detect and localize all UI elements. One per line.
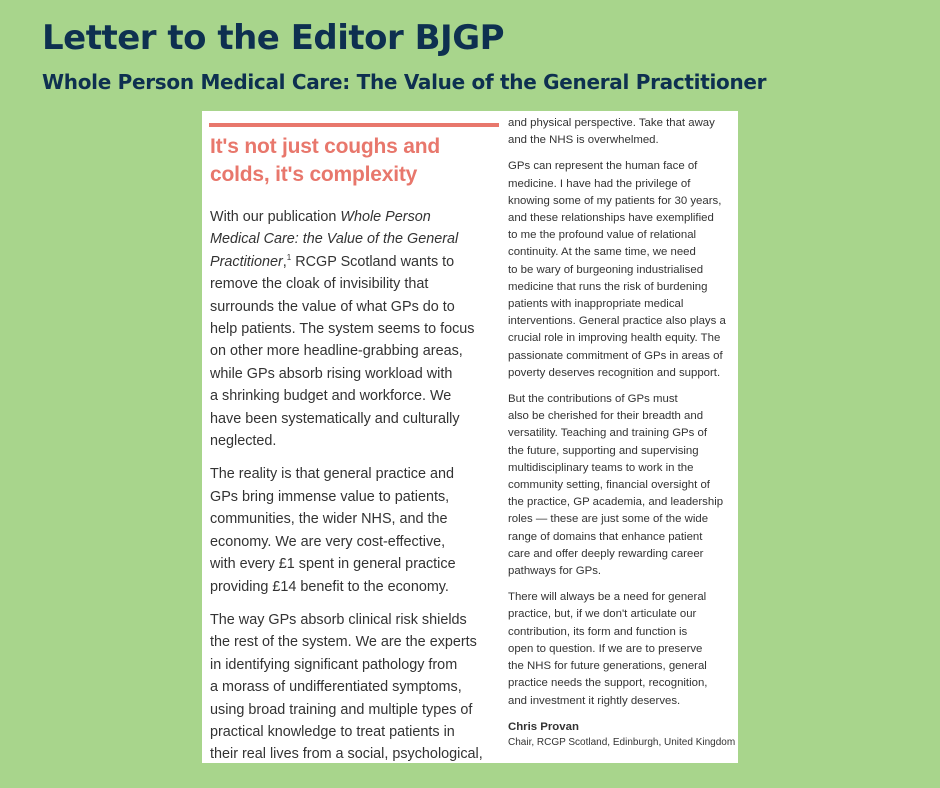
page-title: Letter to the Editor BJGP: [42, 18, 505, 58]
text-line: versatility. Teaching and training GPs of: [508, 427, 708, 440]
headline-line: colds, it's complexity: [210, 163, 418, 186]
text-line: the rest of the system. We are the experts: [210, 634, 477, 651]
text-line: Medical Care: the Value of the General: [210, 231, 459, 248]
text-line: contribution, its form and function is: [508, 625, 688, 638]
text-line: have been systematically and culturally: [210, 410, 460, 427]
right-column: [508, 115, 738, 759]
text-line: the future, supporting and supervising: [508, 444, 699, 457]
text-line: The way GPs absorb clinical risk shields: [210, 611, 467, 628]
text-line: neglected.: [210, 433, 277, 450]
text-line: interventions. General practice also plays a: [508, 315, 726, 328]
text-line: the practice, GP academia, and leadership: [508, 496, 724, 509]
text-line: and these relationships have exemplified: [508, 212, 714, 225]
text-line: remove the cloak of invisibility that: [210, 276, 429, 293]
text-line: the NHS for future generations, general: [508, 660, 707, 673]
text-line: crucial role in improving health equity. The: [508, 332, 721, 345]
paragraph: [508, 115, 738, 149]
text-line: while GPs absorb rising workload with: [210, 365, 453, 382]
text-line: practice, but, if we don't articulate our: [508, 608, 697, 621]
text-line: GPs bring immense value to patients,: [210, 488, 450, 505]
text-line: to be wary of burgeoning industrialised: [508, 263, 704, 276]
text-line: pathways for GPs.: [508, 565, 602, 578]
text-line: providing £14 benefit to the economy.: [210, 578, 449, 595]
text-line: economy. We are very cost-effective,: [210, 533, 446, 550]
text-line: knowing some of my patients for 30 years,: [508, 194, 722, 207]
text-line: on other more headline-grabbing areas,: [210, 343, 463, 360]
text-line: and investment it rightly deserves.: [508, 694, 681, 707]
text-line: and physical perspective. Take that away: [508, 117, 715, 129]
text-line: passionate commitment of GPs in areas of: [508, 349, 723, 362]
text-line: practical knowledge to treat patients in: [210, 723, 455, 740]
text-line: in identifying significant pathology from: [210, 656, 458, 673]
left-column: [210, 206, 500, 763]
letter-image: [202, 111, 738, 763]
text-line: There will always be a need for general: [508, 591, 707, 604]
text-line: The reality is that general practice and: [210, 466, 454, 483]
text-line: their real lives from a social, psychological,: [210, 746, 483, 763]
paragraph: [210, 206, 500, 452]
text-line: range of domains that enhance patient: [508, 530, 703, 543]
text-line: Practitioner,$^1$ RCGP Scotland wants to: [210, 253, 455, 270]
text-line: roles — these are just some of the wide: [508, 513, 709, 526]
text-line: and the NHS is overwhelmed.: [508, 134, 659, 147]
text-line: with every £1 spent in general practice: [210, 556, 456, 573]
headline-line: It's not just coughs and: [210, 135, 441, 158]
letter-headline: [210, 133, 500, 189]
accent-rule: [209, 123, 499, 127]
reference-mark: 1: [286, 253, 292, 263]
text-line: a shrinking budget and workforce. We: [210, 388, 452, 405]
paragraph: [210, 463, 500, 597]
text-line: to me the profound value of relational: [508, 229, 697, 242]
paragraph: [508, 158, 738, 382]
paragraph: [508, 589, 738, 709]
text-line: help patients. The system seems to focus: [210, 321, 475, 338]
author-name: Chris Provan: [508, 720, 579, 733]
text-line: using broad training and multiple types of: [210, 701, 473, 718]
text-line: communities, the wider NHS, and the: [210, 511, 448, 528]
paragraph: [210, 609, 500, 763]
text-line: patients with inappropriate medical: [508, 298, 684, 311]
text-line: poverty deserves recognition and support.: [508, 366, 721, 379]
text-line: care and offer deeply rewarding career: [508, 547, 704, 560]
text-line: multidisciplinary teams to work in the: [508, 461, 694, 474]
text-line: continuity. At the same time, we need: [508, 246, 696, 259]
text-line: a morass of undifferentiated symptoms,: [210, 679, 462, 696]
text-line: GPs can represent the human face of: [508, 160, 698, 173]
page-subtitle: Whole Person Medical Care: The Value of the General Practitioner: [42, 70, 767, 94]
text-line: But the contributions of GPs must: [508, 393, 678, 406]
text-line: also be cherished for their breadth and: [508, 410, 704, 423]
text-line: medicine. I have had the privilege of: [508, 177, 691, 190]
text-line: surrounds the value of what GPs do to: [210, 298, 455, 315]
signature: [508, 719, 738, 750]
text-line: community setting, financial oversight of: [508, 479, 710, 492]
text-line: medicine that runs the risk of burdening: [508, 280, 708, 293]
author-role: Chair, RCGP Scotland, Edinburgh, United Kingdom: [508, 736, 736, 748]
text-line: With our publication Whole Person: [210, 209, 431, 225]
paragraph: [508, 391, 738, 580]
text-line: practice needs the support, recognition,: [508, 677, 708, 690]
text-line: open to question. If we are to preserve: [508, 642, 703, 655]
